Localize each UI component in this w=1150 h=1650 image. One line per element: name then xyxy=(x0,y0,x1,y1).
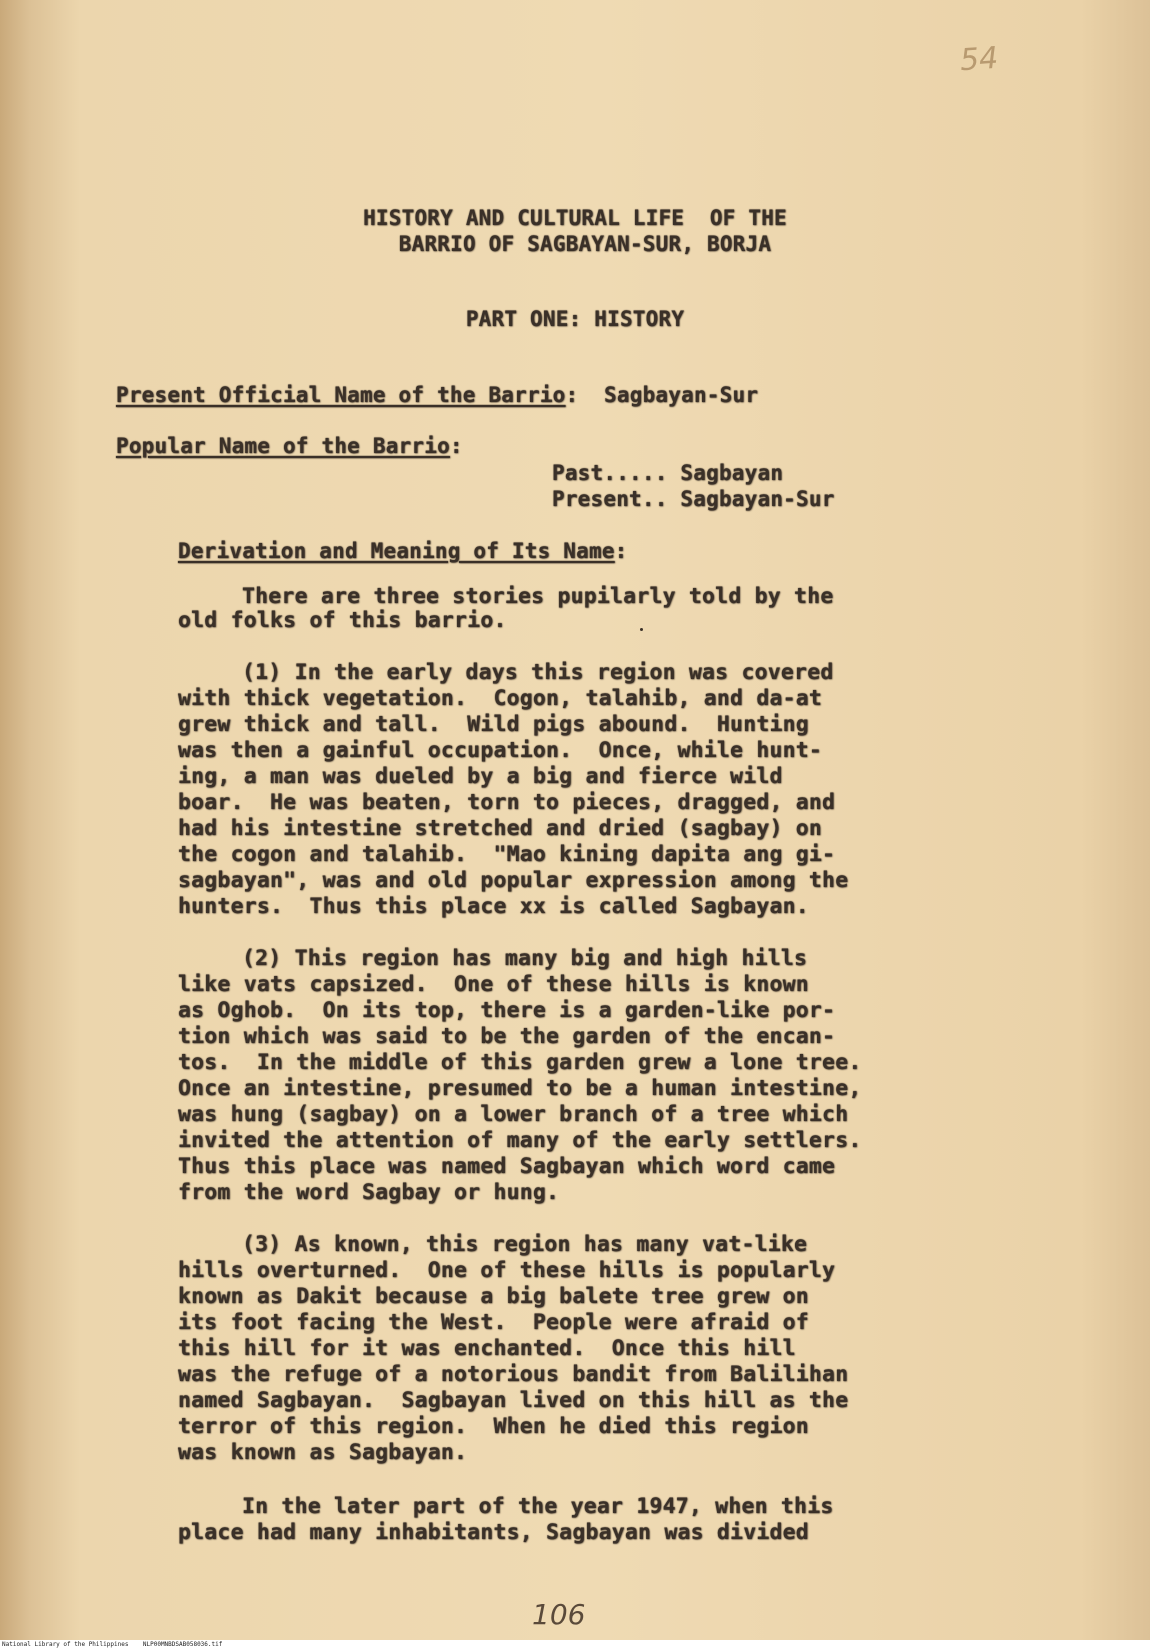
title-line-2: BARRIO OF SAGBAYAN-SUR, BORJA xyxy=(398,232,772,256)
story2-line: as Oghob. On its top, there is a garden-like por- xyxy=(178,998,836,1023)
story1-line: grew thick and tall. Wild pigs abound. Hunting xyxy=(178,712,809,737)
story2-line: was hung (sagbay) on a lower branch of a tree which xyxy=(178,1102,849,1127)
intro-line-1: There are three stories pupilarly told by the xyxy=(242,584,834,609)
popular-name-row xyxy=(116,433,463,459)
ink-mark xyxy=(640,628,643,631)
story1-line: was then a gainful occupation. Once, while hunt- xyxy=(178,738,823,763)
derivation-colon: : xyxy=(614,539,628,563)
story3-line: named Sagbayan. Sagbayan lived on this hill as the xyxy=(178,1388,849,1413)
official-name-value: : Sagbayan-Sur xyxy=(565,383,759,407)
derivation-row xyxy=(178,538,628,564)
page-number: 54 xyxy=(958,40,1000,79)
story1-line: boar. He was beaten, torn to pieces, dragged, and xyxy=(178,790,836,815)
popular-name-label: Popular Name of the Barrio xyxy=(116,434,450,458)
popular-name-colon: : xyxy=(449,434,463,458)
archive-footer: National Library of the Philippines NLP00MNBDSAB058036.tif xyxy=(0,1640,1150,1650)
title-line-1: HISTORY AND CULTURAL LIFE OF THE xyxy=(363,206,787,230)
official-name-row xyxy=(116,382,758,408)
story2-line: like vats capsized. One of these hills is known xyxy=(178,972,809,997)
story1-line: (1) In the early days this region was covered xyxy=(242,660,834,685)
intro-line-2: old folks of this barrio. xyxy=(178,608,507,633)
story2-line: tos. In the middle of this garden grew a lone tree. xyxy=(178,1050,862,1075)
story3-line: terror of this region. When he died this region xyxy=(178,1414,809,1439)
story3-line: this hill for it was enchanted. Once this hill xyxy=(178,1336,796,1361)
story2-line: invited the attention of many of the early settlers. xyxy=(178,1128,862,1153)
part-heading: PART ONE: HISTORY xyxy=(465,307,685,331)
story3-line: was known as Sagbayan. xyxy=(178,1440,468,1465)
story1-line: with thick vegetation. Cogon, talahib, and da-at xyxy=(178,686,823,711)
past-name: Past..... Sagbayan xyxy=(552,461,784,485)
story3-line: hills overturned. One of these hills is popularly xyxy=(178,1258,836,1283)
story2-line: from the word Sagbay or hung. xyxy=(178,1180,560,1205)
closing-line: place had many inhabitants, Sagbayan was divided xyxy=(178,1520,809,1545)
story1-line: the cogon and talahib. "Mao kining dapita ang gi- xyxy=(178,842,836,867)
derivation-label: Derivation and Meaning of Its Name xyxy=(178,539,615,563)
story3-line: (3) As known, this region has many vat-like xyxy=(242,1232,808,1257)
story3-line: known as Dakit because a big balete tree grew on xyxy=(178,1284,809,1309)
story1-line: hunters. Thus this place xx is called Sagbayan. xyxy=(178,894,809,919)
closing-line: In the later part of the year 1947, when this xyxy=(242,1494,834,1519)
present-name: Present.. Sagbayan-Sur xyxy=(552,487,835,511)
story2-line: Thus this place was named Sagbayan which word came xyxy=(178,1154,836,1179)
story1-line: ing, a man was dueled by a big and fierce wild xyxy=(178,764,783,789)
story1-line: sagbayan", was and old popular expression among the xyxy=(178,868,849,893)
story3-line: its foot facing the West. People were afraid of xyxy=(178,1310,809,1335)
folio-number: 106 xyxy=(532,1598,586,1631)
official-name-label: Present Official Name of the Barrio xyxy=(116,383,566,407)
story1-line: had his intestine stretched and dried (sagbay) on xyxy=(178,816,823,841)
story2-line: Once an intestine, presumed to be a human intestine, xyxy=(178,1076,862,1101)
story2-line: (2) This region has many big and high hills xyxy=(242,946,808,971)
story2-line: tion which was said to be the garden of the encan- xyxy=(178,1024,836,1049)
story3-line: was the refuge of a notorious bandit from Balilihan xyxy=(178,1362,849,1387)
